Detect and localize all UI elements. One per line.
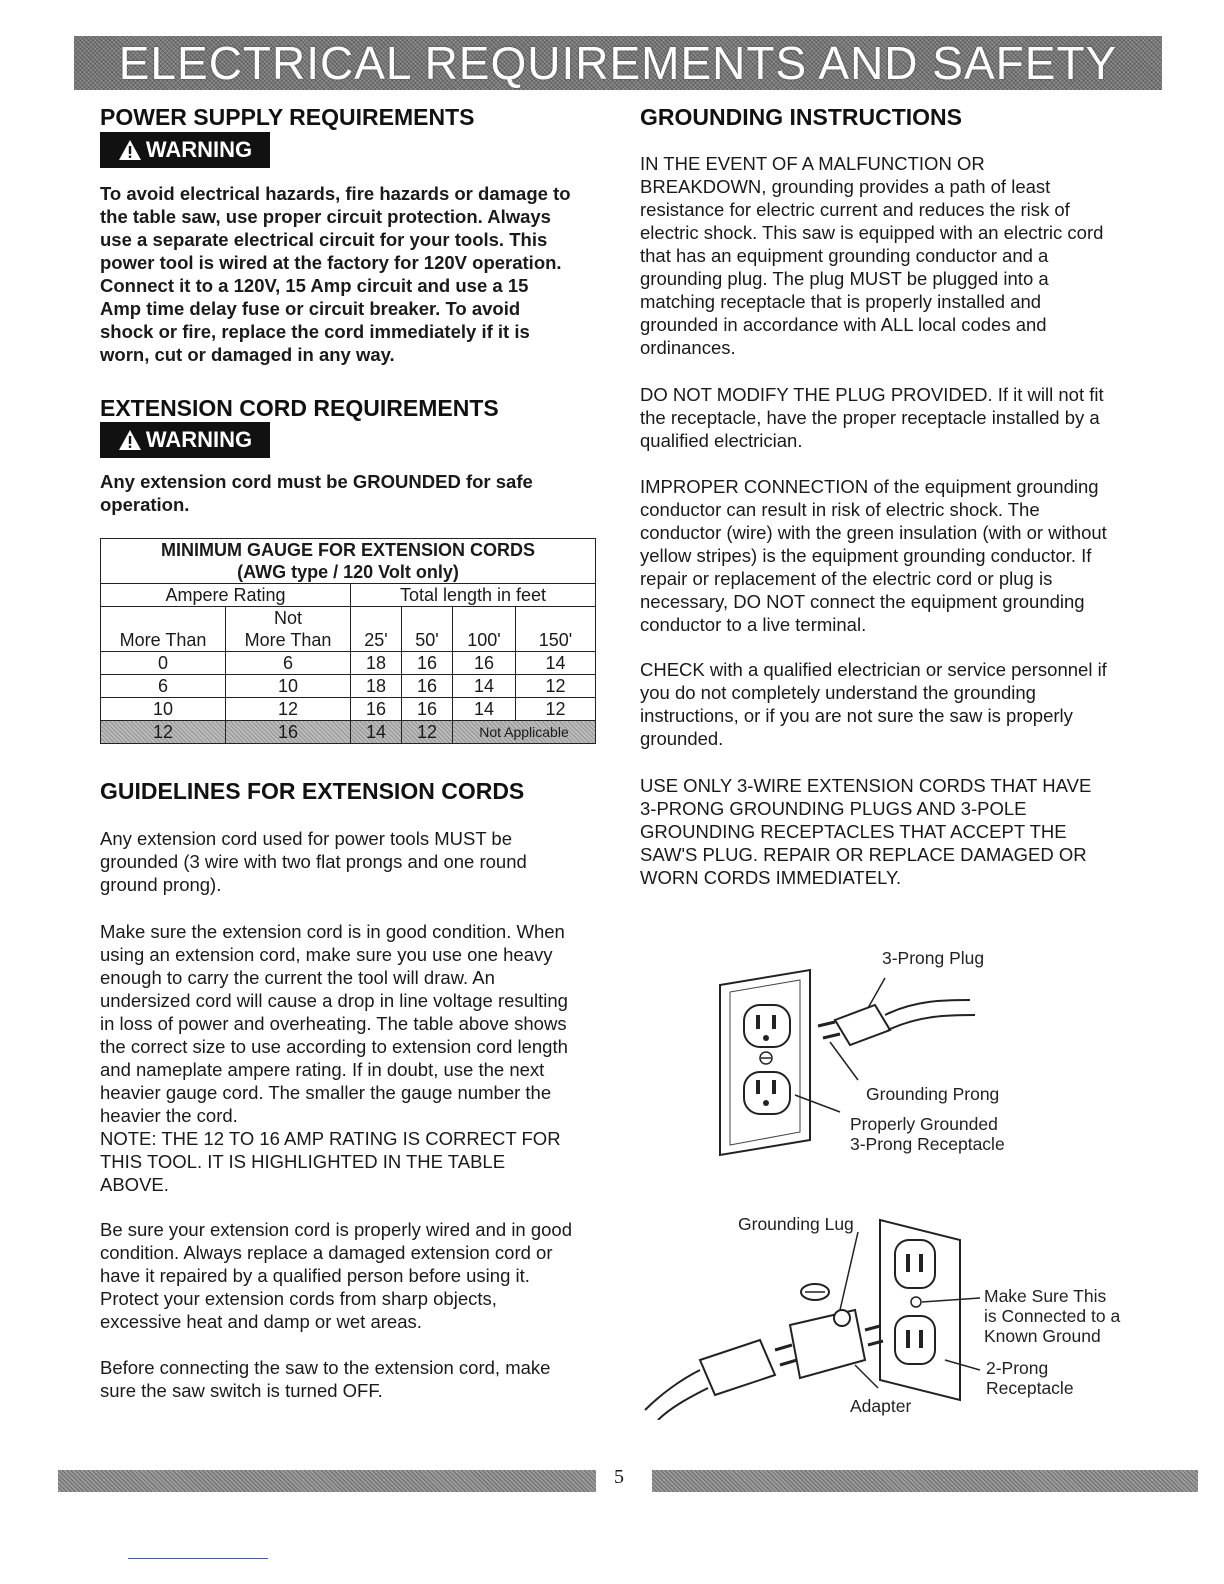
plug-label: 3-Prong Plug — [882, 948, 985, 968]
grounding-para-5: USE ONLY 3-WIRE EXTENSION CORDS THAT HAVE 3-PRONG GROUNDING PLUGS AND 3-POLE GROUNDING RECEPTACLES THAT ACCEPT THE SAW'S PLUG. REPAIR OR REPLACE DAMAGED OR WORN CORDS IMMEDIATELY. — [640, 775, 1092, 888]
ampere-rating-header: Ampere Rating — [101, 584, 351, 607]
warning-triangle-icon — [118, 139, 142, 161]
grounding-para-3: IMPROPER CONNECTION of the equipment grounding conductor can result in risk of electric shock. The conductor (wire) with the green insulation (with or without yellow stripes) is the equipment grounding conductor. If repair or replacement of the electric cord or plug is necessary, DO NOT connect the equipment grounding conductor to a live terminal. — [640, 476, 1107, 635]
divider — [128, 1558, 268, 1559]
column-header: 150' — [516, 629, 596, 652]
warning-triangle-icon — [118, 429, 142, 451]
extension-cord-heading: EXTENSION CORD REQUIREMENTS — [100, 395, 499, 421]
column-header: 100' — [453, 629, 516, 652]
grounding-heading: GROUNDING INSTRUCTIONS — [640, 104, 962, 130]
gauge-table-title: MINIMUM GAUGE FOR EXTENSION CORDS — [101, 539, 596, 562]
footer-bar-right — [652, 1470, 1198, 1492]
grounding-lug-label: Grounding Lug — [738, 1214, 854, 1234]
adapter-label: Adapter — [850, 1396, 912, 1416]
warning-badge — [100, 422, 270, 458]
two-prong-receptacle-label: 2-Prong Receptacle — [986, 1358, 1074, 1398]
warning-badge — [100, 132, 270, 168]
guidelines-para-1: Any extension cord used for power tools MUST be grounded (3 wire with two flat prongs and one round ground prong). — [100, 828, 527, 895]
ground-connection-label: Make Sure This is Connected to a Known Ground — [984, 1286, 1121, 1346]
extension-cord-text: Any extension cord must be GROUNDED for safe operation. — [100, 471, 533, 515]
column-header: Not — [226, 607, 351, 630]
receptacle-label: Properly Grounded 3-Prong Receptacle — [850, 1114, 1005, 1154]
grounding-para-1: IN THE EVENT OF A MALFUNCTION OR BREAKDOWN, grounding provides a path of least resistance for electric current and reduces the risk of electric shock. This saw is equipped with an electric cord that has an equipment grounding conductor and a grounding plug. The plug MUST be plugged into a matching receptacle that is properly installed and grounded in accordance with ALL local codes and ordinances. — [640, 153, 1104, 358]
page-title: ELECTRICAL REQUIREMENTS AND SAFETY — [118, 37, 1118, 89]
guidelines-para-3: Be sure your extension cord is properly wired and in good condition. Always replace a damaged extension cord or have it repaired by a qualified person before using it. Protect your extension cords from sharp objects, excessive heat and damp or wet areas. — [100, 1219, 573, 1332]
guidelines-para-2: Make sure the extension cord is in good condition. When using an extension cord, make sure you use one heavy enough to carry the current the tool will draw. An undersized cord will cause a drop in line voltage resulting in loss of power and overheating. The table above shows the correct size to use according to extension cord length and nameplate ampere rating. If in doubt, use the next heavier gauge cord. The smaller the gauge number the heavier the cord. NOTE: THE 12 TO 16 AMP RATING IS CORRECT FOR THIS TOOL. IT IS HIGHLIGHTED IN THE TABLE ABOVE. — [100, 921, 568, 1195]
grounding-para-4: CHECK with a qualified electrician or service personnel if you do not completely understand the grounding instructions, or if you are not sure the saw is properly grounded. — [640, 659, 1107, 749]
table-row-highlighted: 12 16 14 12 Not Applicable — [101, 721, 596, 744]
gauge-table-subtitle: (AWG type / 120 Volt only) — [101, 561, 596, 584]
table-row: 10 12 16 16 14 12 — [101, 698, 596, 721]
gauge-table — [100, 538, 596, 744]
guidelines-heading: GUIDELINES FOR EXTENSION CORDS — [100, 778, 525, 804]
power-supply-text: To avoid electrical hazards, fire hazards or damage to the table saw, use proper circuit protection. Always use a separate electrical circuit for your tools. This power tool is wired at the factory for 120V operation. Connect it to a 120V, 15 Amp circuit and use a 15 Amp time delay fuse or circuit breaker. To avoid shock or fire, replace the cord immediately if it is worn, cut or damaged in any way. — [100, 183, 571, 365]
column-header: 25' — [351, 629, 402, 652]
grounding-prong-label: Grounding Prong — [866, 1084, 1000, 1104]
table-row: 6 10 18 16 14 12 — [101, 675, 596, 698]
grounding-para-2: DO NOT MODIFY THE PLUG PROVIDED. If it will not fit the receptacle, have the proper receptacle installed by a qualified electrician. — [640, 384, 1104, 451]
page-title-banner — [74, 36, 1162, 90]
warning-label: WARNING — [145, 137, 253, 162]
adapter-illustration — [640, 1210, 980, 1420]
page-number: 5 — [614, 1466, 624, 1488]
column-header: 50' — [402, 629, 453, 652]
guidelines-para-4: Before connecting the saw to the extension cord, make sure the saw switch is turned OFF. — [100, 1357, 551, 1401]
table-row: 0 6 18 16 16 14 — [101, 652, 596, 675]
column-header: More Than — [101, 629, 226, 652]
warning-label: WARNING — [145, 427, 253, 452]
footer-bar-left — [58, 1470, 596, 1492]
column-header: More Than — [226, 629, 351, 652]
power-supply-heading: POWER SUPPLY REQUIREMENTS — [100, 104, 475, 130]
total-length-header: Total length in feet — [351, 584, 596, 607]
